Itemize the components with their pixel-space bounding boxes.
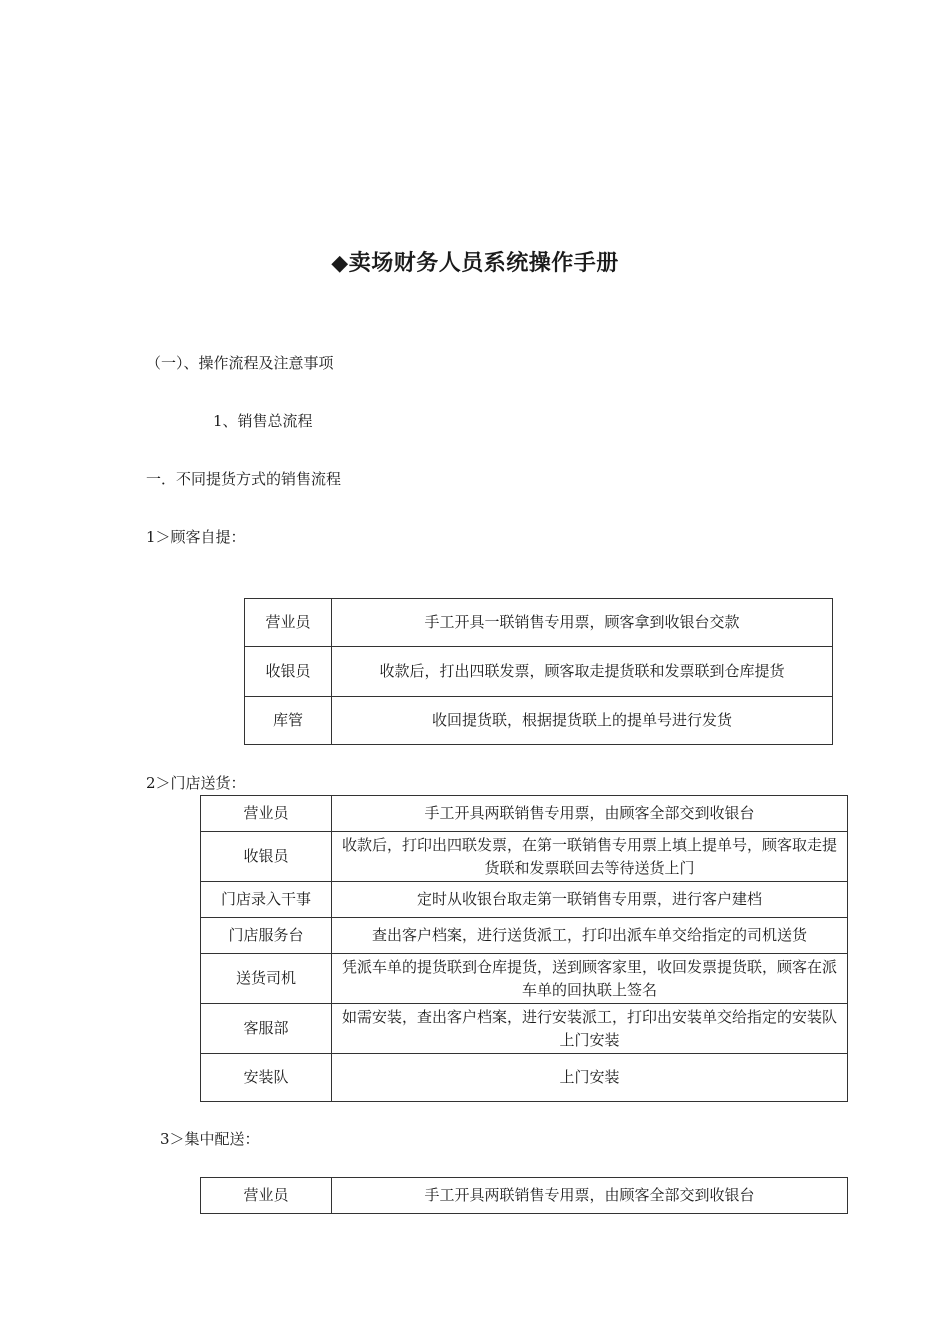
description-cell: 上门安装 (332, 1054, 848, 1102)
role-cell: 收银员 (245, 647, 332, 697)
table-row (245, 647, 833, 697)
description-cell: 手工开具两联销售专用票，由顾客全部交到收银台 (332, 1178, 848, 1214)
subsection-heading: 1、销售总流程 (213, 412, 313, 430)
description-cell: 手工开具一联销售专用票，顾客拿到收银台交款 (332, 599, 833, 647)
table-row (245, 599, 833, 647)
role-cell: 送货司机 (201, 954, 332, 1004)
table-row (201, 1004, 848, 1054)
role-cell: 库管 (245, 697, 332, 745)
role-cell: 门店录入干事 (201, 882, 332, 918)
table-row (201, 918, 848, 954)
document-title: ◆卖场财务人员系统操作手册 (331, 251, 619, 276)
table-row (201, 954, 848, 1004)
part-heading: 一．不同提货方式的销售流程 (146, 470, 342, 488)
description-cell: 凭派车单的提货联到仓库提货，送到顾客家里，收回发票提货联，顾客在派车单的回执联上签名 (332, 954, 848, 1004)
self-pickup-table (244, 598, 833, 745)
section-heading: （一）、操作流程及注意事项 (146, 354, 334, 372)
table-row (201, 882, 848, 918)
role-cell: 营业员 (201, 796, 332, 832)
table-row (201, 832, 848, 882)
table-row (245, 697, 833, 745)
table-row (201, 1054, 848, 1102)
description-cell: 收款后，打出四联发票，顾客取走提货联和发票联到仓库提货 (332, 647, 833, 697)
role-cell: 营业员 (245, 599, 332, 647)
case-heading-central-delivery: 3＞集中配送： (160, 1130, 260, 1148)
description-cell: 收款后，打印出四联发票，在第一联销售专用票上填上提单号，顾客取走提货联和发票联回去等待送货上门 (332, 832, 848, 882)
table-row (201, 1178, 848, 1214)
description-cell: 定时从收银台取走第一联销售专用票，进行客户建档 (332, 882, 848, 918)
description-cell: 如需安装，查出客户档案，进行安装派工，打印出安装单交给指定的安装队上门安装 (332, 1004, 848, 1054)
description-cell: 手工开具两联销售专用票，由顾客全部交到收银台 (332, 796, 848, 832)
role-cell: 营业员 (201, 1178, 332, 1214)
role-cell: 安装队 (201, 1054, 332, 1102)
case-heading-self-pickup: 1＞顾客自提： (146, 528, 246, 546)
description-cell: 收回提货联，根据提货联上的提单号进行发货 (332, 697, 833, 745)
role-cell: 门店服务台 (201, 918, 332, 954)
case-heading-store-delivery: 2＞门店送货： (146, 774, 246, 792)
store-delivery-table (200, 795, 848, 1102)
central-delivery-table (200, 1177, 848, 1214)
description-cell: 查出客户档案，进行送货派工，打印出派车单交给指定的司机送货 (332, 918, 848, 954)
role-cell: 收银员 (201, 832, 332, 882)
table-row (201, 796, 848, 832)
role-cell: 客服部 (201, 1004, 332, 1054)
